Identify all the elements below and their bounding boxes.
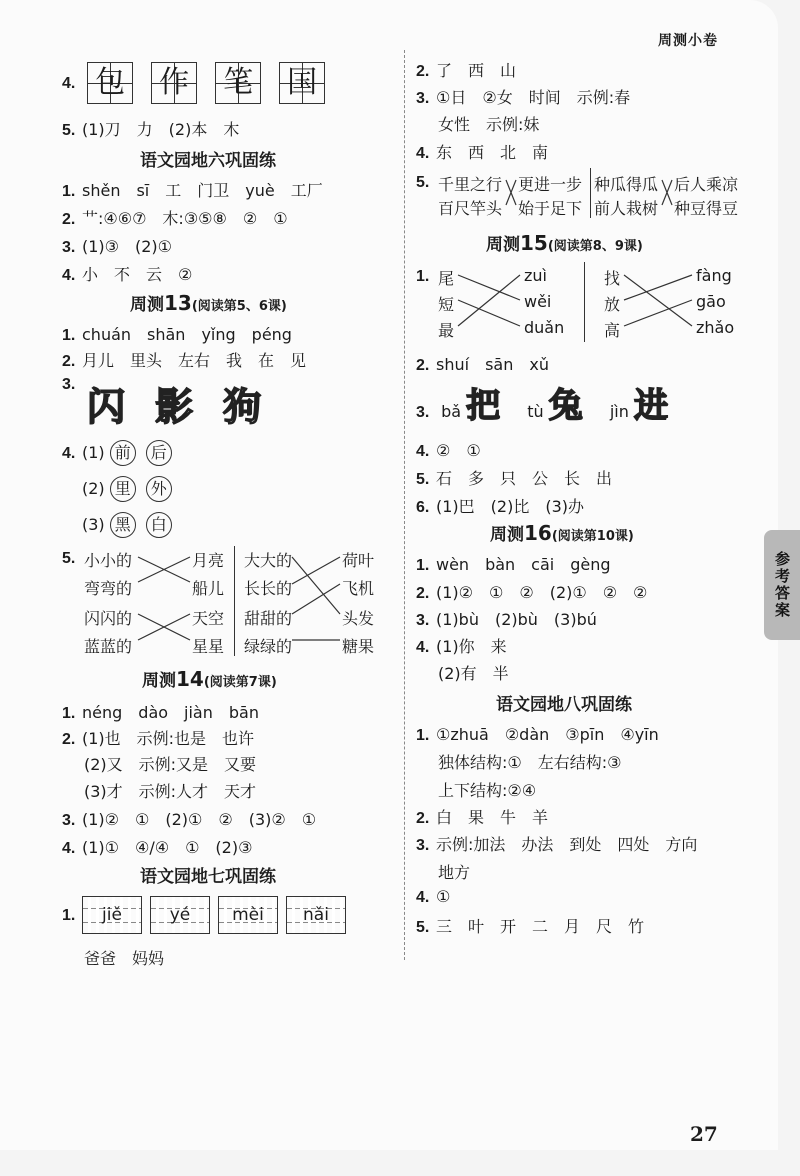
outline-char: 狗: [223, 384, 262, 429]
left-q5: 5. (1)刀 力 (2)本 木: [62, 120, 240, 139]
w15-q1-num: 1.: [416, 268, 430, 285]
idiom-left: 百尺竿头: [438, 199, 503, 218]
match-right: duǎn: [524, 318, 565, 337]
circled-answer: 前: [110, 440, 136, 466]
page-number: 27: [690, 1122, 718, 1146]
header-title: 周测小卷: [658, 33, 718, 49]
match-right: 月亮: [192, 551, 225, 570]
circled-answer: 里: [110, 476, 136, 502]
s8-line5: 5. 三 叶 开 二 月 尺 竹: [416, 917, 645, 936]
char-box: 作: [151, 62, 197, 104]
match-right: wěi: [524, 292, 552, 311]
right-q3b: 女性 示例:妹: [438, 115, 540, 134]
idiom-left: 千里之行: [438, 175, 503, 194]
idiom-left: 种瓜得瓜: [594, 175, 659, 194]
w15-line6: 6. (1)巴 (2)比 (3)办: [416, 497, 584, 516]
match-right: zuì: [524, 266, 547, 285]
match-right: gāo: [696, 292, 726, 311]
circled-answer: 白: [146, 512, 172, 538]
section-title-8: 语文园地八巩固练: [496, 695, 632, 715]
match-right: 星星: [192, 637, 225, 656]
match-left: 蓝蓝的: [84, 637, 133, 656]
w15-line4: 4. ② ①: [416, 441, 481, 460]
outline-char: 兔: [548, 386, 583, 426]
circled-answer: 后: [146, 440, 172, 466]
w13-line4-row3: (3) 黑 白: [82, 512, 182, 538]
w16-line4b: (2)有 半: [438, 664, 509, 683]
right-q3: 3. ①日 ②女 时间 示例:春: [416, 88, 631, 107]
match-left: 长长的: [244, 579, 293, 598]
side-tab: 参考答案: [764, 530, 800, 640]
pinyin-box: jiě: [82, 896, 142, 934]
w13-line4-row1: 4. (1) 前 后: [62, 440, 182, 466]
s8-line2: 2. 白 果 牛 羊: [416, 808, 549, 827]
match-left: 小小的: [84, 551, 133, 570]
match-line: [624, 275, 692, 300]
section-title-6: 语文园地六巩固练: [140, 151, 276, 171]
s6-line4: 4. 小 不 云 ②: [62, 265, 193, 284]
match-left: 尾: [438, 269, 455, 288]
section-title-w13: 周测13(阅读第5、6课): [130, 291, 287, 315]
match-left: 弯弯的: [84, 579, 133, 598]
circled-answer: 外: [146, 476, 172, 502]
outline-char: 进: [633, 386, 668, 426]
outline-char: 闪: [87, 384, 126, 429]
s8-line1c: 上下结构:②④: [438, 781, 537, 800]
pinyin-box: yé: [150, 896, 210, 934]
w15-line5: 5. 石 多 只 公 长 出: [416, 469, 613, 488]
w14-line1: 1. néng dào jiàn bān: [62, 703, 259, 722]
s6-line3: 3. (1)③ (2)①: [62, 237, 173, 256]
w13-q5-num: 5.: [62, 550, 76, 567]
match-left: 最: [438, 321, 455, 340]
s8-line1b: 独体结构:① 左右结构:③: [438, 753, 622, 772]
match-right: 糖果: [342, 637, 375, 656]
match-left: 大大的: [244, 551, 293, 570]
w16-line4: 4. (1)你 来: [416, 637, 507, 656]
match-left: 高: [604, 321, 621, 340]
match-left: 短: [438, 295, 455, 314]
idiom-right: 后人乘凉: [674, 175, 739, 194]
w16-line2: 2. (1)② ① ② (2)① ② ②: [416, 583, 648, 602]
w13-line3: 3. 闪 影 狗: [62, 376, 262, 429]
w14-line2b: (2)又 示例:又是 又要: [84, 755, 257, 774]
match-left: 甜甜的: [244, 609, 293, 628]
pinyin-box: mèi: [218, 896, 278, 934]
pinyin-box: nǎi: [286, 896, 346, 934]
w16-line1: 1. wèn bàn cāi gèng: [416, 555, 611, 574]
s8-line4: 4. ①: [416, 887, 451, 906]
idiom-right: 更进一步: [518, 175, 583, 194]
match-line: [458, 300, 520, 326]
match-line: [458, 275, 520, 326]
match-line: [624, 300, 692, 326]
match-line: [624, 275, 692, 326]
s7-line1b: 爸爸 妈妈: [84, 949, 165, 968]
section-title-w15: 周测15(阅读第8、9课): [486, 231, 643, 255]
match-right: fàng: [696, 266, 732, 285]
match-right: 荷叶: [342, 551, 375, 570]
w14-line3: 3. (1)② ① (2)① ② (3)② ①: [62, 810, 317, 829]
outline-char: 把: [466, 386, 501, 426]
char-box: 国: [279, 62, 325, 104]
match-line: [458, 275, 520, 300]
idiom-right: 始于足下: [518, 199, 583, 218]
section-title-w16: 周测16(阅读第10课): [490, 521, 634, 545]
match-left: 找: [604, 269, 621, 288]
outline-char: 影: [155, 384, 194, 429]
circled-answer: 黑: [110, 512, 136, 538]
match-right: 飞机: [342, 579, 375, 598]
w16-line3: 3. (1)bù (2)bù (3)bú: [416, 610, 597, 629]
s6-line2: 2. 艹:④⑥⑦ 木:③⑤⑧ ② ①: [62, 209, 288, 228]
w13-line4-row2: (2) 里 外: [82, 476, 182, 502]
left-q4: 4. 包 作 笔 国: [62, 62, 343, 104]
s8-line1: 1. ①zhuā ②dàn ③pīn ④yīn: [416, 725, 659, 744]
w14-line2c: (3)才 示例:人才 天才: [84, 782, 257, 801]
match-left: 绿绿的: [244, 637, 293, 656]
match-right: 船儿: [192, 579, 225, 598]
idiom-right: 种豆得豆: [674, 199, 739, 218]
match-left: 放: [604, 295, 621, 314]
right-q2: 2. 了 西 山: [416, 61, 517, 80]
match-line: [292, 557, 340, 584]
section-title-7: 语文园地七巩固练: [140, 867, 276, 887]
match-line: [292, 584, 340, 614]
w14-line4: 4. (1)① ④/④ ① (2)③: [62, 838, 253, 857]
s6-line1: 1. shěn sī 工 门卫 yuè 工厂: [62, 181, 323, 200]
match-right: zhǎo: [696, 318, 735, 337]
match-line: [292, 557, 340, 614]
w15-line2: 2. shuí sān xǔ: [416, 355, 549, 374]
match-right: 天空: [192, 609, 225, 628]
char-box: 笔: [215, 62, 261, 104]
match-left: 闪闪的: [84, 609, 133, 628]
section-title-w14: 周测14(阅读第7课): [142, 667, 277, 691]
idiom-left: 前人栽树: [594, 199, 659, 218]
w13-line1: 1. chuán shān yǐng péng: [62, 325, 292, 344]
char-box: 包: [87, 62, 133, 104]
s8-line3b: 地方: [438, 863, 471, 882]
s7-line1: 1. jiě yé mèi nǎi: [62, 896, 354, 934]
right-q4: 4. 东 西 北 南: [416, 143, 549, 162]
w13-line2: 2. 月儿 里头 左右 我 在 见: [62, 351, 307, 370]
match-right: 头发: [342, 609, 375, 628]
s8-line3: 3. 示例:加法 办法 到处 四处 方向: [416, 835, 698, 854]
w14-line2: 2. (1)也 示例:也是 也许: [62, 729, 255, 748]
right-q5-num: 5.: [416, 174, 430, 191]
w15-line3: 3. bǎ 把 tù 兔 jìn 进: [416, 378, 668, 427]
